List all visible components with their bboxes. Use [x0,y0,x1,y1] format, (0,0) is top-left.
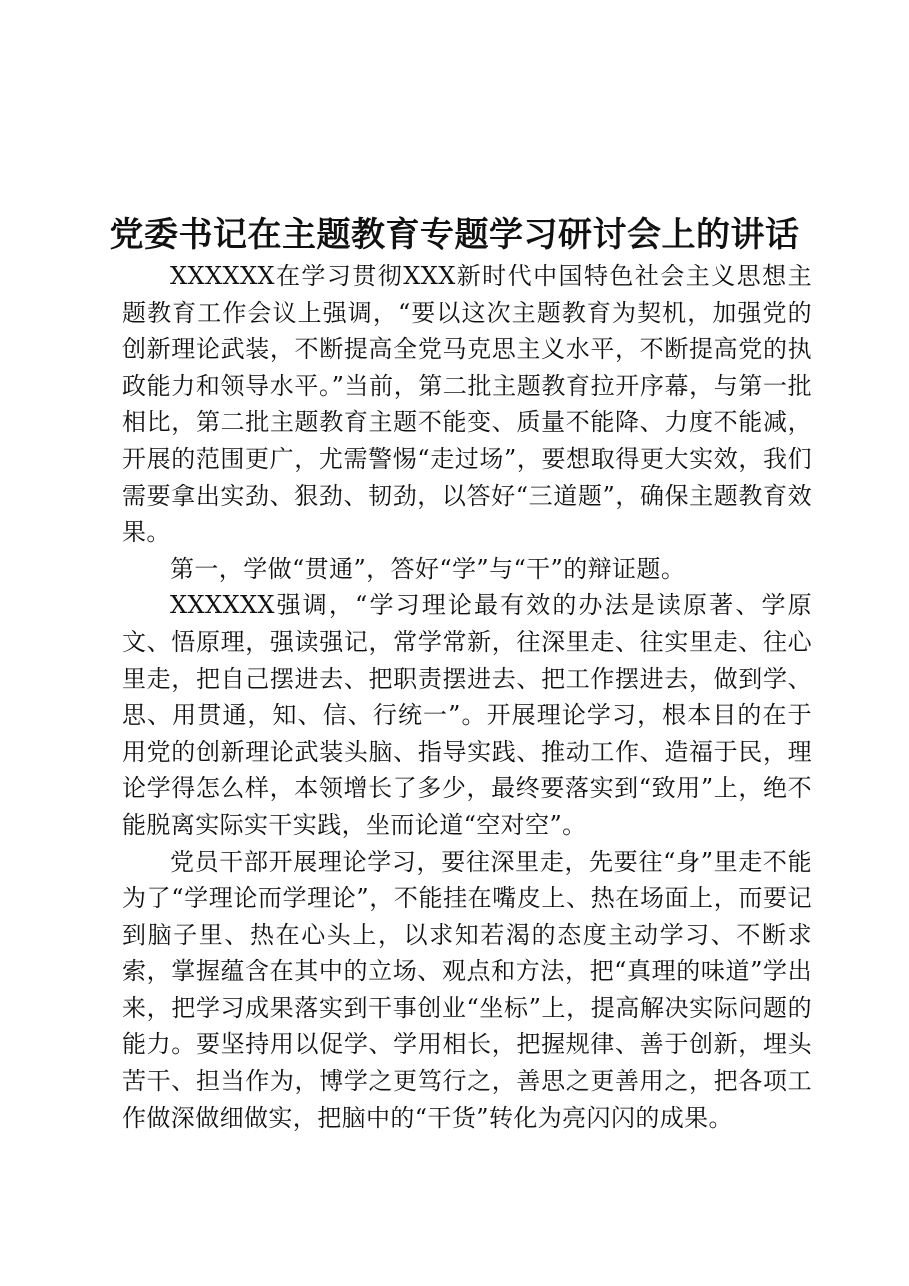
paragraph-intro: XXXXXX在学习贯彻XXX新时代中国特色社会主义思想主题教育工作会议上强调，“要以这次主题教育为契机，加强党的创新理论武装，不断提高全党马克思主义水平，不断提高党的执政能力和领导水平。”当前，第二批主题教育拉开序幕，与第一批相比，第二批主题教育主题不能变、质量不能降、力度不能减，开展的范围更广，尤需警惕“走过场”，要想取得更大实效，我们需要拿出实劲、狠劲、韧劲，以答好“三道题”，确保主题教育效果。 [122,262,812,547]
document-title: 党委书记在主题教育专题学习研讨会上的讲话 [109,214,800,255]
document-body [122,258,812,1136]
paragraph-section-heading: 第一，学做“贯通”，答好“学”与“干”的辩证题。 [170,554,686,583]
paragraph-cadre-study: 党员干部开展理论学习，要往深里走，先要往“身”里走不能为了“学理论而学理论”，不能挂在嘴皮上、热在场面上，而要记到脑子里、热在心头上，以求知若渴的态度主动学习、不断求索，掌握蕴含在其中的立场、观点和方法，把“真理的味道”学出来，把学习成果落实到干事创业“坐标”上，提高解决实际问题的能力。要坚持用以促学、学用相长，把握规律、善于创新，埋头苦干、担当作为，博学之更笃行之，善思之更善用之，把各项工作做深做细做实，把脑中的“干货”转化为亮闪闪的成果。 [122,847,812,1132]
paragraph-quote: XXXXXX强调，“学习理论最有效的办法是读原著、学原文、悟原理，强读强记，常学常新，往深里走、往实里走、往心里走，把自己摆进去、把职责摆进去、把工作摆进去，做到学、思、用贯通，知、信、行统一”。开展理论学习，根本目的在于用党的创新理论武装头脑、指导实践、推动工作、造福于民，理论学得怎么样，本领增长了多少，最终要落实到“致用”上，绝不能脱离实际实干实践，坐而论道“空对空”。 [122,591,812,839]
